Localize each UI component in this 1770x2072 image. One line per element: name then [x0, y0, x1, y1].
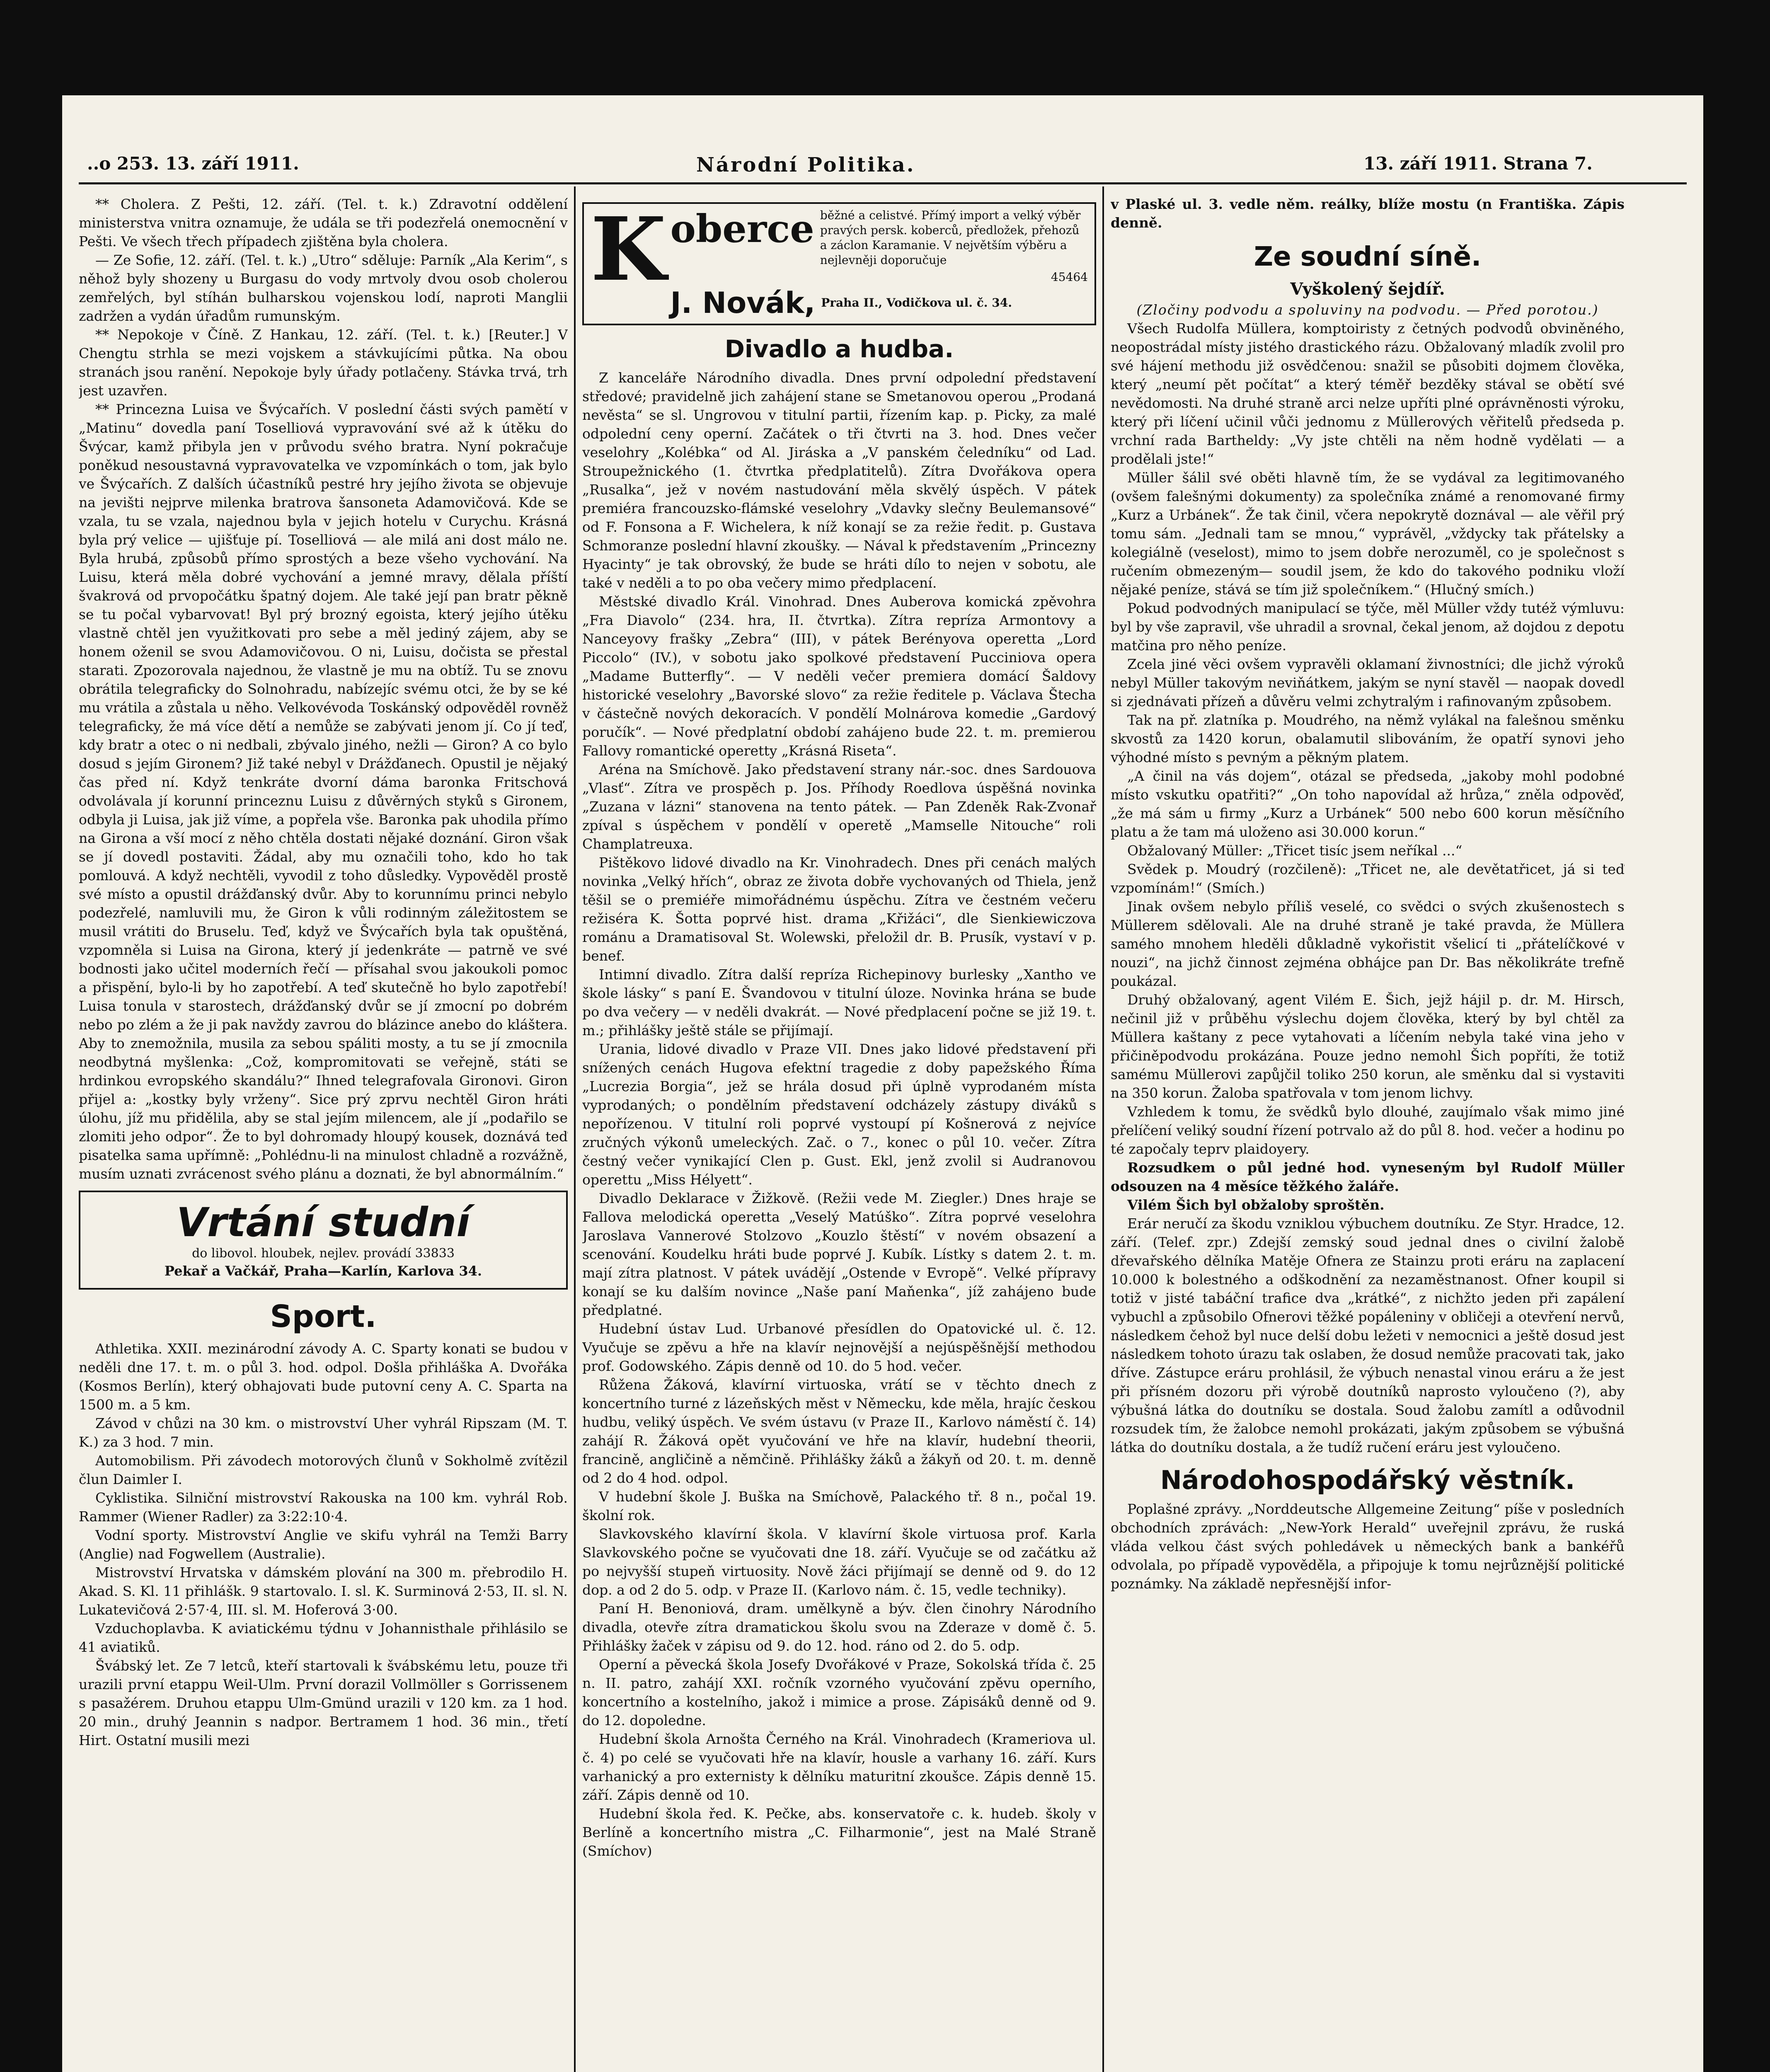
court-paragraph: Druhý obžalovaný, agent Vilém E. Šich, jejž hájil p. dr. M. Hirsch, nečinil již v průběhu výslechu dojem člověka, který by byl chtěl za Müllera kaštany z pece vytahovati a líčením nebyla také vina jeho v přičiněpodvodu prokázána. Pouze jedno nemohl Šich popříti, že totiž samému Müllerovi zapůjčil toliko 250 korun, ale směnku dal si vystaviti na 350 korun. Žaloba spatřovala v tom jenom lichvy. — [1111, 992, 1625, 1101]
court-article-charge: (Zločiny podvodu a spoluviny na podvodu. — Před porotou.) — [1136, 302, 1599, 318]
court-paragraph: „A činil na vás dojem“, otázal se předseda, „jakoby mohl podobné místo vskutku opatřiti?“ „On toho napovídal až hrůza,“ zněla odpověď, „že má sám u firmy „Kurz a Urbánek“ 500 nebo 600 korun měsíčního platu a že tam má uloženo asi 30.000 korun.“ — [1111, 768, 1625, 840]
section-court-title: Ze soudní síně. — [1254, 242, 1482, 272]
economy-paragraph: Poplašné zprávy. „Norddeutsche Allgemeine Zeitung“ píše v posledních obchodních zprávách: „New-York Herald“ uveřejnil zprávu, že ruská vláda velkou část svých pohledávek u německých bank a bankéřů odvolala, po případě vypověděla, a připojuje k tomu nejrůznější politické poznámky. Na základě nepřesnější infor- — [1111, 1501, 1625, 1592]
theatre-item: Hudební ústav Lud. Urbanové přesídlen do Opatovické ul. č. 12. Vyučuje se zpěvu a hře na klavír nejnovější a nejúspěšnější methodou prof. Godowského. Zápis denně od 10. do 5 hod. večer. — [582, 1321, 1096, 1374]
ad-koberce — [582, 198, 1096, 325]
ad-koberce-word: oberce — [670, 206, 814, 251]
ad-koberce-name: J. Novák, — [670, 286, 816, 320]
sport-item: Vzduchoplavba. K aviatickému týdnu v Johannisthale přihlásilo se 41 aviatiků. — [79, 1620, 568, 1655]
issue-date-right: 13. září 1911. Strana 7. — [1363, 153, 1593, 174]
ad-koberce-code: 45464 — [1051, 270, 1088, 284]
court-paragraph: Pokud podvodných manipulací se týče, měl Müller vždy tutéž výmluvu: byl by vše zapravil, vše uhradil a srovnal, čekal jenom, až dojdou z depotu matčina pro něho peníze. — [1111, 600, 1625, 654]
theatre-item: Z kanceláře Národního divadla. Dnes první odpolední představení středové; pravidelně jich zahájení stane se Smetanovou operou „Prodaná nevěsta“ se sl. Ungrovou v titulní partii, řízením kap. p. Picky, za malé odpolední ceny operní. Začátek o tři čtvrti na 3. hod. Dnes večer veselohry „Kolébka“ od Al. Jiráska a „V panském čeledníku“ od Lad. Stroupežnického (1. čtvrtka předplatitelů). Zítra Dvořákova opera „Rusalka“, jež v novém nastudování měla skvělý úspěch. V pátek premiéra francouzsko-flámské veselohry „Vdavky slečny Beulemansové“ od F. Fonsona a F. Wichelera, k níž konají se za režie ředit. p. Gustava Schmoranze poslední hlavní zkoušky. — Nával k představením „Princezny Hyacinty“ je tak obrovský, že bude se hráti dílo to nejen v sobotu, ale také v neděli a to po oba večery mimo předplacení. — [582, 370, 1096, 591]
court-paragraph: Svědek p. Moudrý (rozčileně): „Třicet ne, ale devětatřicet, já si teď vzpomínám!“ (Smích.) — [1111, 861, 1625, 896]
theatre-item: Urania, lidové divadlo v Praze VII. Dnes jako lidové představení při snížených cenách Hugova efektní tragedie z doby papežského Říma „Lucrezia Borgia“, jež se hrála dosud při úplně vyprodaném místa vyprodaných; o pondělním představení odcházely zástupy diváků s nepořízenou. V titulní roli poprvé vystoupí pí Košnerová z nejvíce zručných výkonů umeleckých. Zač. o 7., konec o půl 10. večer. Zítra čestný večer vynikající Clen p. Gust. Ekl, jenž zvolil si Audranovou operettu „Miss Hélyett“. — [582, 1041, 1096, 1188]
ad-well-title: Vrtání studní — [176, 1199, 470, 1246]
theatre-item: Růžena Žáková, klavírní virtuoska, vrátí se v těchto dnech z koncertního turné z lázeňských měst v Německu, kde měla, hrajíc českou hudbu, veliký úspěch. Ve svém ústavu (v Praze II., Karlovo náměstí č. 14) zahájí R. Žáková opět vyučování ve hře na klavír, hudební theorii, francině, angličině a němčině. Přihlášky žáků a žákyň od 20. t. m. denně od 2 do 4 hod. odpol. — [582, 1377, 1096, 1486]
page-header — [62, 153, 1703, 182]
continued-notice: v Plaské ul. 3. vedle něm. reálky, blíže mostu (n Františka. Zápis denně. — [1111, 196, 1625, 231]
theatre-item: V hudební škole J. Buška na Smíchově, Palackého tř. 8 n., počal 19. školní rok. — [582, 1489, 1096, 1523]
theatre-item: Aréna na Smíchově. Jako představení strany nár.-soc. dnes Sardouova „Vlasť“. Zítra ve prospěch p. Jos. Příhody Roedlova úspěšná novinka „Zuzana v lázni“ stanovena na tento pátek. — Pan Zdeněk Rak-Zvonař zpíval s úspěchem v pondělí v operetě „Mamselle Nitouche“ roli Champlatreuxa. — [582, 761, 1096, 852]
theatre-item: Pištěkovo lidové divadlo na Kr. Vinohradech. Dnes při cenách malých novinka „Velký hřích“, obraz ze života dobře vychovaných od Thiela, jenž těšil se o premiéře mimořádnému úspěchu. Zítra ve čestném večeru režiséra K. Šotta poprvé hist. drama „Křižáci“, dle Sienkiewiczova románu a Dramatisoval St. Wolewski, přeložil dr. B. Prusík, vystaví v p. benef. — [582, 854, 1096, 964]
section-theatre-title: Divadlo a hudba. — [724, 335, 954, 363]
article-princess-luisa: ** Princezna Luisa ve Švýcařích. V poslední části svých pamětí v „Matinu“ dovedla paní Toselliová vypravování své až k útěku do Švýcar, kamž přibyla jen v průvodu svého bratra. Nyní pokračuje poněkud nesoustavná vypravovatelka ve vzpomínkách o tom, jak bylo ve Švýcařích. Z dalších účastníků pestré hry jejího života se objevuje na jevišti nejprve milenka bratrova šansoneta Adamovičová. Kde se vzala, tu se vzala, najednou byla v jejich hotelu v Curychu. Krásná byla prý velice — ujišťuje pí. Toselliová — ale milá ani dost málo ne. Byla hrubá, způsobů přímo sprostých a beze všeho vychování. Na Luisu, která měla dobré vychování a jemné mravy, dělala příští švakrová od prvopočátku špatný dojem. Ale také její pan bratr pěkně se tu počal vybarvovat! Byl prý brozný egoista, který jejího útěku vlastně chtěl jen využitkovati pro sebe a měl jediný zájem, aby se honem oženil se svou Adamovičovou. O ni, Luisu, dočista se přestal starati. Zpozorovala najednou, že vlastně je mu na obtíž. Tu se znovu obrátila telegraficky do Solnohradu, nabízejíc svému otci, že by se ké mu vrátila a zůstala u něho. Velkovévoda Toskánský odpověděl rovněž telegraficky, že má více dětí a nemůže se zabývati jenom jí. Co jí teď, kdy bratr a otec o ni nedbali, zbývalo jiného, nežli — Giron? A co bylo dosud s jejím Gironem? Již také nebyl v Drážďanech. Opustil je nějaký čas před ní. Když tenkráte dvorní dáma baronka Fritschová odvolávala jí korunní princeznu Luisu z důvěrných styků s Gironem, odbyla ji Luisa, jak již víme, a popřela vše. Baronka pak uhodila přímo na Girona a vší mocí z něho chtěla dostati nějaké doznání. Giron však se jí dovedl postaviti. Žádal, aby mu označili toho, kdo ho tak pomlouvá. A když nechtěli, vyvodil z toho důsledky. Vypověděl prostě své místo a opustil drážďanský dvůr. Aby to korunnímu princi nebylo podezřelé, namluvili mu, že Giron k vůli rodinným záležitostem se musil vrátiti do Bruselu. Teď, když ve Švýcařích byla tak opuštěná, vzpomněla si Luisa na Girona, který jí jedenkráte — patrně ve své bodnosti jako učitel moderních řečí — přísahal svou jakoukoli pomoc a přispění, bylo-li by ho zapotřebí. A teď skutečně ho bylo zapotřebí! Luisa tonula v starostech, drážďanský dvůr se jí zmocní po dobrém nebo po zlém a že ji pak navždy zavrou do blázince anebo do kláštera. Aby to znemožnila, musila za sebou spáliti mosty, a tu se jí zmocnila neodbytná myšlenka: „Což, kompromitovati se veřejně, státi se hrdinkou evropského skandálu?“ Ihned telegrafovala Gironovi. Giron přijel a: „kostky byly vrženy“. Sice prý zprvu nechtěl Giron hráti úlohu, jíž mu přidělila, aby se stal jejím milencem, ale jí „podařilo se zlomiti jeho odpor“. Že to byl dohromady hloupý kousek, doznává teď pisatelka sama upřímně: „Pohlédnu-li na minulost chladně a rozvážně, musím uznati zvrácenost svého plánu a doznati, že byl abnormálním.“ — [79, 401, 568, 1182]
article-sofia: — Ze Sofie, 12. září. (Tel. t. k.) „Utro“ sděluje: Parník „Ala Kerim“, s něhož byly shozeny u Burgasu do vody mrtvoly dvou osob cholerou zemřelých, byl stíhán bulharskou vojenskou lodí, naproti Manglii zadržen a vydán úřadům rumunským. — [79, 252, 568, 324]
sport-item: Švábský let. Ze 7 letců, kteří startovali k švábskému letu, pouze tři urazili první etappu Weil-Ulm. První dorazil Vollmöller s Gorrissenem s pasažérem. Druhou etappu Ulm-Gmünd urazili v 120 km. za 1 hod. 20 min., druhý Jeannin s nadpor. Bertramem 1 hod. 36 min., třetí Hirt. Ostatní musili mezi — [79, 1658, 568, 1748]
theatre-item: Intimní divadlo. Zítra další repríza Richepinovy burlesky „Xantho ve škole lásky“ s paní E. Švandovou v titulní úloze. Novinka hrána se bude po dva večery — v neděli dvakrát. — Nové předplacení počne se již 19. t. m.; přihlášky ještě stále se přijímají. — [582, 966, 1096, 1038]
court-paragraph: Všech Rudolfa Müllera, komptoiristy z četných podvodů obviněného, neopostrádal místy jistého drastického rázu. Obžalovaný mladík zvolil pro své hájení methodu již osvědčenou: snažil se působiti dojmem člověka, který „neumí pět počítat“ a který téměř bezděky stával se obětí své nevědomosti. Na druhé straně arci nelze upříti plné oprávněnosti výroku, který při líčení učinil vůči jednomu z Müllerových věřitelů předseda p. vrchní rada Bartheldy: „Vy jste chtěli na něm hodně vydělati — a prodělali jste!“ — [1111, 320, 1625, 467]
sport-item: Vodní sporty. Mistrovství Anglie ve skifu vyhrál na Temži Barry (Anglie) nad Fogwellem (Australie). — [79, 1527, 568, 1562]
issue-date-left: ..o 253. 13. září 1911. — [87, 153, 299, 174]
column-1 — [79, 195, 568, 2072]
newspaper-title: Národní Politika. — [696, 153, 915, 177]
court-verdict: Rozsudkem o půl jedné hod. vyneseným byl Rudolf Müller odsouzen na 4 měsíce těžkého žaláře. — [1111, 1159, 1625, 1194]
theatre-item: Městské divadlo Král. Vinohrad. Dnes Auberova komická zpěvohra „Fra Diavolo“ (234. hra, II. čtvrtka). Zítra repríza Armontovy a Nanceyovy frašky „Zebra“ (III), v pátek Berényova operetta „Lord Piccolo“ (IV.), v sobotu jako spolkové představení Pucciniova opera „Madame Butterfly“. — V neděli večer premiera domácí Šaldovy historické veselohry „Bavorské slovo“ za režie ředitele p. Václava Štecha v částečně nových dekoracích. V pondělí Molnárova komedie „Gardový poručík“. — Nové předplatní období zahájeno bude 22. t. m. premierou Fallovy romantické operetty „Krásná Riseta“. — [582, 593, 1096, 759]
court-paragraph: Vzhledem k tomu, že svědků bylo dlouhé, zaujímalo však mimo jiné přelíčení veliký soudní řízení potrvalo až do půl 8. hod. večer a hodinu po té započaly teprv plaidoyery. — [1111, 1104, 1625, 1157]
court-paragraph: Tak na př. zlatníka p. Moudrého, na němž vylákal na falešnou směnku skvostů za 1420 korun, obalamutil slibováním, že opatří synovi jeho výhodné místo s pevným a pěkným platem. — [1111, 712, 1625, 765]
theatre-item: Hudební škola řed. K. Pečke, abs. konservatoře c. k. hudeb. školy v Berlíně a koncertního mistra „C. Filharmonie“, jest na Malé Straně (Smíchov) — [582, 1806, 1096, 1859]
section-sport-title: Sport. — [270, 1299, 377, 1334]
section-economy-title: Národohospodářský věstník. — [1160, 1465, 1575, 1495]
header-rule — [79, 182, 1687, 184]
sport-item: Athletika. XXII. mezinárodní závody A. C. Sparty konati se budou v neděli dne 17. t. m. o půl 3. hod. odpol. Došla přihláška A. Dvořáka (Kosmos Berlín), který obhajovati bude putovní ceny A. C. Sparta na 1500 m. a 5 km. — [79, 1341, 568, 1413]
column-divider-2 — [1102, 186, 1104, 2072]
theatre-item: Divadlo Deklarace v Žižkově. (Režii vede M. Ziegler.) Dnes hraje se Fallova melodická operetta „Veselý Matúško“. Zítra poprvé veselohra Jaroslava Vannerové Stolzovo „Kouzlo štěstí“ v novém obsazení a scenování. Koudelku hráti bude poprvé J. Kubík. Lístky s datem 2. t. m. mají zítra platnost. V pátek uvádějí „Ostende v Evropě“. Velké přípravy konají se ku dalším novince „Naše paní Maňenka“, jíž zahájeno bude předplatné. — [582, 1190, 1096, 1318]
sport-item: Mistrovství Hrvatska v dámském plování na 300 m. přebrodilo H. Akad. S. Kl. 11 přihlášk. 9 startovalo. I. sl. K. Surminová 2·53, II. sl. N. Lukatevičová 2·57·4, III. sl. M. Hoferová 3·00. — [79, 1564, 568, 1618]
ad-koberce-initial: K — [591, 198, 666, 300]
theatre-item: Slavkovského klavírní škola. V klavírní škole virtuosa prof. Karla Slavkovského počne se vyučovati dne 18. září. Vyučuje se od začátku až po nejvyšší stupeň virtuosity. Nově žáci přijímají se denně od 9. do 12 dop. a od 2 do 5. odp. v Praze II. (Karlovo nám. č. 15, vedle techniky). — [582, 1526, 1096, 1598]
court-paragraph: Erár neručí za škodu vzniklou výbuchem doutníku. Ze Styr. Hradce, 12. září. (Telef. zpr.) Zdejší zemský soud jednal dnes o civilní žalobě dřevařského dělníka Matěje Ofnera ze Stainzu proti eráru na zaplacení 10.000 k bolestného a odškodnění za nezaměstnanost. Ofner koupil si totiž v jisté tabáční trafice dva „krátké“, z nichžto jeden při zapálení vybuchl a způsobilo Ofnerovi těžké popáleniny v obličeji a otevření nervů, následkem čehož byl nuce delší dobu ležeti v nemocnici a ještě dosud jest následkem tohoto úrazu tak oslaben, že dosud nemůže pracovati tak, jako dříve. Zástupce eráru prohlásil, že výbuch nenastal vinou eráru a že jest při přísném dozoru při výrobě doutníků naprosto vyloučeno (?), aby výbušná látka do doutníku se dostala. Soud žalobu zamítl a odůvodnil rozsudek tím, že žalobce nemohl prokázati, jakým způsobem se výbušná látka do doutníku dostala, a že tudíž ručení eráru jest vyloučeno. — [1111, 1215, 1625, 1455]
column-3 — [1111, 195, 1625, 2072]
court-paragraph: Jinak ovšem nebylo příliš veselé, co svědci o svých zkušenostech s Müllerem sdělovali. Ale na druhé straně je také pravda, že Müllera samého mnohem hleděli důkladně vykořistit všelicí ti „přátelíčkové v nouzi“, na jichž činnost zejména obhájce pan Dr. Bas několikráte trefně poukázal. — [1111, 898, 1625, 989]
column-2 — [582, 195, 1096, 2072]
court-article-title: Vyškolený šejdíř. — [1290, 279, 1445, 299]
court-acquittal: Vilém Šich byl obžaloby sproštěn. — [1127, 1197, 1385, 1213]
theatre-item: Paní H. Benoniová, dram. umělkyně a býv. člen činohry Národního divadla, otevře zítra dramatickou školu svou na Zderaze v domě č. 5. Přihlášky žaček v zápisu od 9. do 12. hod. ráno od 2. do 5. odp. — [582, 1600, 1096, 1654]
theatre-item: Hudební škola Arnošta Černého na Král. Vinohradech (Krameriova ul. č. 4) po celé se vyučovati hře na klavír, housle a varhany 16. září. Kurs varhanický a pro externisty k dělníku maturitní zkoušce. Zápis denně 15. září. Zápis denně od 10. — [582, 1731, 1096, 1803]
theatre-item: Operní a pěvecká škola Josefy Dvořákové v Praze, Sokolská třída č. 25 n. II. patro, zahájí XXI. ročník vzorného vyučování zpěvu operního, koncertního a kostelního, jakož i mimice a prose. Zápisáků denně od 9. do 12. dopoledne. — [582, 1656, 1096, 1728]
ad-well-line: do libovol. hloubek, nejlev. provádí — [192, 1246, 411, 1261]
article-china: ** Nepokoje v Číně. Z Hankau, 12. září. (Tel. t. k.) [Reuter.] V Chengtu strhla se mezi vojskem a stávkujícími půtka. Na obou stranách jsou ranění. Nepokoje byly úřady potlačeny. Stávka trvá, trh jest uzavřen. — [79, 327, 568, 399]
sport-item: Cyklistika. Silniční mistrovství Rakouska na 100 km. vyhrál Rob. Rammer (Wiener Radler) za 3:22:10·4. — [79, 1490, 568, 1525]
court-paragraph: Obžalovaný Müller: „Třicet tisíc jsem neříkal ...“ — [1127, 842, 1462, 859]
sport-item: Automobilism. Při závodech motorových člunů v Sokholmě zvítězil člun Daimler I. — [79, 1452, 568, 1487]
ad-well-code: 33833 — [415, 1246, 455, 1261]
court-paragraph: Müller šálil své oběti hlavně tím, že se vydával za legitimovaného (ovšem falešnými dokumenty) za společníka známé a renomované firmy „Kurz a Urbánek“. Že tak činil, včera nepokrytě doznával — ale věřil prý tomu sám. „Jednali tam se mnou,“ vyprávěl, „vždycky tak přátelsky a kolegiálně (veselost), mimo to jsem dobře nerozuměl, co je společnost s ručením obmezeným— soudil jsem, že kdo do takového podniku vloží nějaké peníze, stává se tím již společníkem.“ (Hlučný smích.) — [1111, 470, 1625, 598]
court-paragraph: Zcela jiné věci ovšem vypravěli oklamaní živnostníci; dle jichž výroků nebyl Müller takovým neviňátkem, jakým se nyní stavěl — naopak dovedl si zjednávati přízeň a důvěru velmi zchytralým i rafinovaným způsobem. — [1111, 656, 1625, 709]
ad-well-drilling — [79, 1191, 568, 1290]
ad-koberce-text: běžné a celistvé. Přímý import a velký výběr pravých persk. koberců, předložek, přehozů a záclon Karamanie. V největším výběru a nejlevněji doporučuje — [820, 208, 1081, 267]
ad-well-firm: Pekař a Vačkář, Praha—Karlín, Karlova 34. — [164, 1263, 482, 1279]
article-cholera: ** Cholera. Z Pešti, 12. září. (Tel. t. k.) Zdravotní oddělení ministerstva vnitra oznamuje, že udála se tři podezřelá onemocnění v Pešti. Ve všech třech případech zjištěna byla cholera. — [79, 196, 568, 249]
column-divider-1 — [574, 186, 576, 2072]
ad-koberce-address: Praha II., Vodičkova ul. č. 34. — [821, 296, 1012, 310]
sport-item: Závod v chůzi na 30 km. o mistrovství Uher vyhrál Ripszam (M. T. K.) za 3 hod. 7 min. — [79, 1415, 568, 1450]
